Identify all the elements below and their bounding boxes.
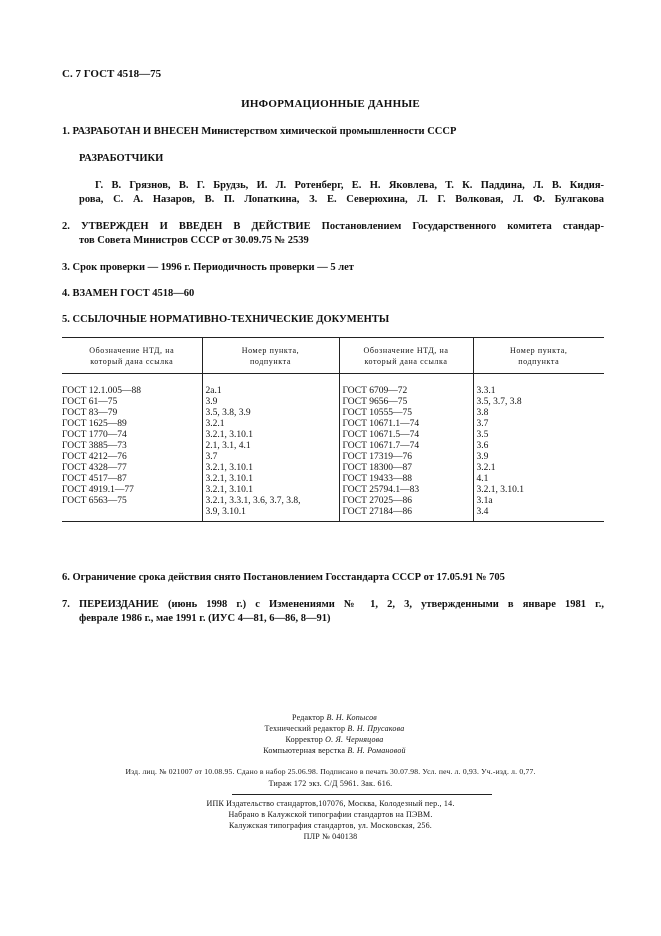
table-cell: ГОСТ 19433—88	[342, 474, 412, 484]
table-cell: 3.9	[476, 452, 489, 462]
table-cell: ГОСТ 4328—77	[62, 463, 127, 473]
table-cell: ГОСТ 27025—86	[342, 496, 412, 506]
col-header-item-line1: Номер пункта,	[241, 346, 300, 355]
table-cell: ГОСТ 17319—76	[342, 452, 412, 462]
table-cell: 3.2.1, 3.3.1, 3.6, 3.7, 3.8,	[205, 496, 301, 506]
table-cell: ГОСТ 6563—75	[62, 496, 127, 506]
proofreader-name: О. Я. Черняцова	[325, 735, 384, 744]
table-cell: 4.1	[476, 474, 489, 484]
table-cell: 3.2.1, 3.10.1	[205, 485, 253, 495]
table-cell: 3.8	[476, 408, 489, 418]
col-header-ntd-line2: который дана ссылка	[90, 357, 174, 366]
table-cell: ГОСТ 3885—73	[62, 441, 127, 451]
table-cell: 3.5, 3.8, 3.9	[205, 408, 251, 418]
col-header-item-2	[473, 338, 604, 374]
col-header-ntd-line1: Обозначение НТД, на	[89, 346, 175, 355]
publisher-line: Набрано в Калужской типографии стандартов на ПЭВМ.	[228, 810, 433, 819]
publisher-line: Калужская типография стандартов, ул. Московская, 256.	[228, 821, 433, 830]
table-header-row	[62, 338, 604, 374]
publisher-line: ИПК Издательство стандартов,107076, Москва, Колодезный пер., 14.	[206, 799, 455, 808]
col-header-ntd	[62, 338, 202, 374]
references-table	[62, 337, 604, 522]
table-cell: 3.7	[476, 419, 489, 429]
table-cell: ГОСТ 10555—75	[342, 408, 412, 418]
table-cell: ГОСТ 1770—74	[62, 430, 127, 440]
left-docs-column	[62, 386, 202, 522]
table-cell: ГОСТ 4517—87	[62, 474, 127, 484]
col-header-ntd-2-line1: Обозначение НТД, на	[363, 346, 449, 355]
item-5-references: 5. ССЫЛОЧНЫЕ НОРМАТИВНО-ТЕХНИЧЕСКИЕ ДОКУМЕНТЫ	[62, 314, 390, 325]
table-cell: ГОСТ 61—75	[62, 397, 118, 407]
proofreader-role: Корректор	[285, 735, 323, 744]
right-docs-column	[339, 386, 473, 522]
item-2-approved-line-2: тов Совета Министров СССР от 30.09.75 № 2539	[79, 235, 309, 246]
print-info-line-1: Изд. лиц. № 021007 от 10.08.95. Сдано в набор 25.06.98. Подписано в печать 30.07.98. Усл. печ. л. 0,93. Уч.-изд. л. 0,77.	[125, 767, 536, 776]
col-header-item	[202, 338, 339, 374]
table-cell: ГОСТ 1625—89	[62, 419, 127, 429]
table-cell: 3.2.1	[476, 463, 496, 473]
table-cell: 3.4	[476, 507, 489, 517]
table-cell: 3.3.1	[476, 386, 496, 396]
publisher-line: ПЛР № 040138	[303, 832, 358, 841]
table-cell: 3.2.1, 3.10.1	[205, 463, 253, 473]
table-body-row	[62, 386, 604, 522]
table-cell: ГОСТ 9656—75	[342, 397, 408, 407]
table-cell: 3.9	[205, 397, 218, 407]
table-cell: 3.2.1, 3.10.1	[205, 474, 253, 484]
editor-name: В. Н. Копысов	[326, 713, 377, 722]
section-title: ИНФОРМАЦИОННЫЕ ДАННЫЕ	[241, 98, 420, 110]
item-2-approved-line-1: 2. УТВЕРЖДЕН И ВВЕДЕН В ДЕЙСТВИЕ Постановлением Государственного комитета стандар-	[62, 221, 604, 232]
table-cell: ГОСТ 27184—86	[342, 507, 412, 517]
table-cell: ГОСТ 10671.1—74	[342, 419, 420, 429]
table-cell: ГОСТ 25794.1—83	[342, 485, 420, 495]
item-1-developed-by: 1. РАЗРАБОТАН И ВНЕСЕН Министерством химической промышленности СССР	[62, 126, 457, 137]
item-4-replaces: 4. ВЗАМЕН ГОСТ 4518—60	[62, 288, 195, 299]
table-cell: 3.9, 3.10.1	[205, 507, 246, 517]
divider	[232, 794, 492, 795]
col-header-item-2-line1: Номер пункта,	[509, 346, 568, 355]
table-cell: ГОСТ 10671.7—74	[342, 441, 420, 451]
developers-line-2: рова, С. А. Назаров, В. П. Лопаткина, З. Е. Северюхина, Л. Г. Волковая, Л. Ф. Булгакова	[79, 194, 604, 205]
left-items-column	[202, 386, 339, 522]
table-cell: 2.1, 3.1, 4.1	[205, 441, 251, 451]
table-cell: ГОСТ 18300—87	[342, 463, 412, 473]
developers-heading: РАЗРАБОТЧИКИ	[79, 153, 164, 164]
item-6-restriction: 6. Ограничение срока действия снято Постановлением Госстандарта СССР от 17.05.91 № 705	[62, 572, 505, 583]
col-header-ntd-2	[339, 338, 473, 374]
col-header-item-line2: подпункта	[249, 357, 291, 366]
table-cell: 3.7	[205, 452, 218, 462]
table-cell: 3.5, 3.7, 3.8	[476, 397, 522, 407]
editor-role: Редактор	[292, 713, 325, 722]
item-7-reissue-line-2: феврале 1986 г., мае 1991 г. (ИУС 4—81, 6—86, 8—91)	[79, 613, 331, 624]
item-3-review: 3. Срок проверки — 1996 г. Периодичность проверки — 5 лет	[62, 262, 354, 273]
item-7-reissue-line-1: 7. ПЕРЕИЗДАНИЕ (июнь 1998 г.) с Изменениями № 1, 2, 3, утвержденными в январе 1981 г.,	[62, 599, 604, 610]
table-cell: 2а.1	[205, 386, 222, 396]
tech-editor-role: Технический редактор	[264, 724, 346, 733]
col-header-ntd-2-line2: который дана ссылка	[364, 357, 448, 366]
table-cell: ГОСТ 4919.1—77	[62, 485, 134, 495]
page-header: С. 7 ГОСТ 4518—75	[62, 68, 162, 80]
table-cell: ГОСТ 4212—76	[62, 452, 127, 462]
table-cell: 3.2.1	[205, 419, 225, 429]
layout-role: Компьютерная верстка	[263, 746, 346, 755]
layout-name: В. Н. Романовой	[347, 746, 406, 755]
table-cell: ГОСТ 10671.5—74	[342, 430, 420, 440]
table-cell: 3.6	[476, 441, 489, 451]
credits-block	[0, 712, 661, 756]
table-cell: 3.5	[476, 430, 489, 440]
publisher-block	[0, 798, 661, 842]
print-info-line-2: Тираж 172 экз. С/Д 5961. Зак. 616.	[268, 779, 393, 788]
table-cell: 3.2.1, 3.10.1	[476, 485, 524, 495]
table-cell: ГОСТ 6709—72	[342, 386, 408, 396]
tech-editor-name: В. Н. Прусакова	[347, 724, 405, 733]
table-cell: 3.2.1, 3.10.1	[205, 430, 253, 440]
col-header-item-2-line2: подпункта	[518, 357, 560, 366]
right-items-column	[473, 386, 604, 522]
table-cell: ГОСТ 12.1.005—88	[62, 386, 141, 396]
table-cell: ГОСТ 83—79	[62, 408, 118, 418]
table-cell: 3.1а	[476, 496, 493, 506]
developers-line-1: Г. В. Грязнов, В. Г. Брудзь, И. Л. Ротенберг, Е. Н. Яковлева, Т. К. Паддина, Л. В. Кидия-	[95, 180, 604, 191]
